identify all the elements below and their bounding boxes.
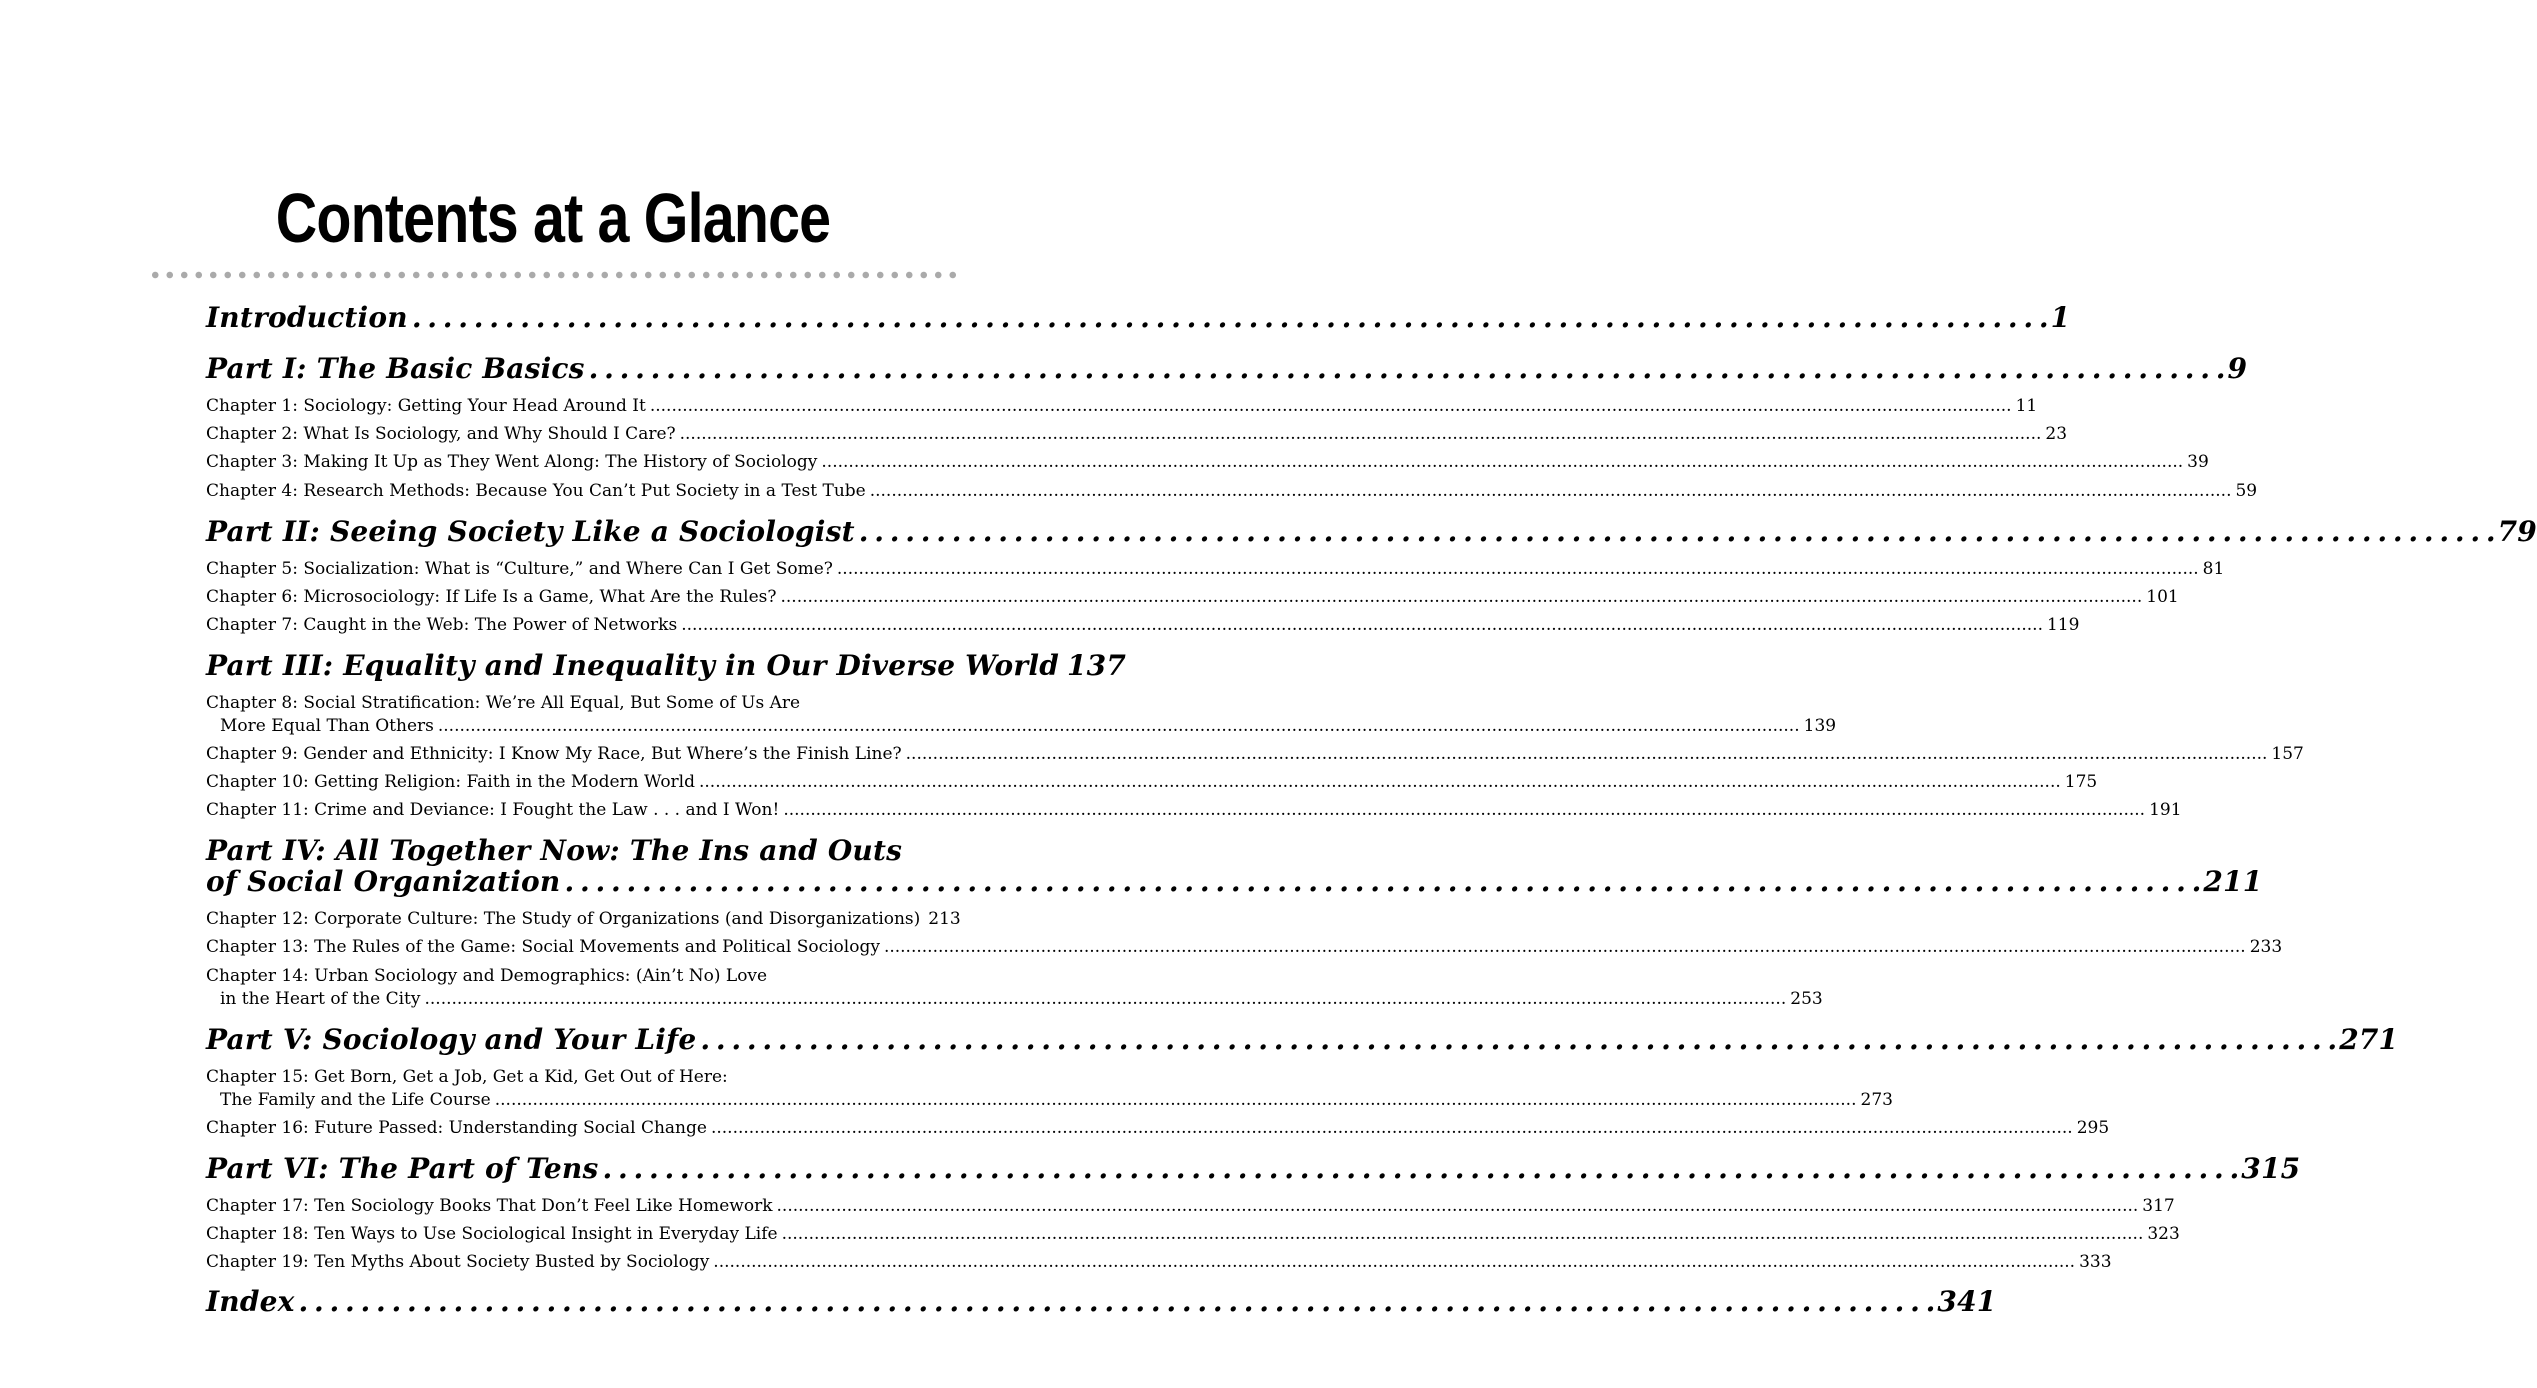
page-number: 191: [2149, 800, 2182, 820]
entry-label: Part III: Equality and Inequality in Our Diverse World: [206, 649, 1059, 682]
entry-label: Chapter 9: Gender and Ethnicity: I Know My Race, But Where’s the Finish Line?: [206, 744, 902, 764]
dot-leader: [821, 451, 2183, 473]
entry-label: Index: [206, 1285, 295, 1318]
dotted-divider: [148, 271, 960, 279]
entry-label: Chapter 10: Getting Religion: Faith in the Modern World: [206, 772, 695, 792]
part-title-line: Part IV: All Together Now: The Ins and Outs: [206, 834, 903, 867]
page-number: 139: [1803, 716, 1837, 736]
entry-label: Chapter 11: Crime and Deviance: I Fought the Law . . . and I Won!: [206, 800, 780, 820]
part-entry[interactable]: [206, 301, 2071, 334]
page-number: 1: [2050, 301, 2071, 334]
entry-label: Chapter 17: Ten Sociology Books That Don’t Feel Like Homework: [206, 1196, 773, 1216]
chapter-entry[interactable]: [206, 1117, 2110, 1139]
chapter-entry[interactable]: [206, 423, 2068, 445]
dot-leader: [782, 1223, 2144, 1245]
dot-leader: [870, 480, 2232, 502]
dot-leader: [602, 1153, 2237, 1185]
entry-label: Chapter 12: Corporate Culture: The Study of Organizations (and Disorganizations): [206, 909, 921, 929]
chapter-title-line: Chapter 14: Urban Sociology and Demographics: (Ain’t No) Love: [206, 966, 768, 986]
chapter-entry[interactable]: [206, 586, 2179, 608]
entry-label: Chapter 19: Ten Myths About Society Busted by Sociology: [206, 1252, 710, 1272]
dot-leader: [711, 1117, 2073, 1139]
chapter-entry[interactable]: [206, 395, 2038, 417]
chapter-entry[interactable]: [206, 1195, 2175, 1217]
chapter-entry[interactable]: [206, 614, 2080, 636]
page-number: 295: [2076, 1118, 2110, 1138]
page-number: 213: [928, 909, 961, 929]
entry-label: Part VI: The Part of Tens: [206, 1152, 599, 1185]
page-number: 119: [2046, 615, 2080, 635]
page-number: 333: [2079, 1252, 2112, 1272]
chapter-entry[interactable]: [206, 1089, 1893, 1111]
page-number: 157: [2271, 744, 2304, 764]
chapter-entry[interactable]: [206, 480, 2258, 502]
page-number: 11: [2015, 396, 2038, 416]
page-number: 23: [2045, 424, 2068, 444]
dot-leader: [438, 715, 1800, 737]
chapter-entry[interactable]: [206, 715, 1837, 737]
chapter-entry[interactable]: [206, 1251, 2112, 1273]
page-number: 137: [1066, 649, 1127, 682]
chapter-entry[interactable]: [206, 451, 2209, 473]
dot-leader: [783, 799, 2145, 821]
part-entry[interactable]: [206, 649, 1127, 682]
page-number: 233: [2249, 937, 2283, 957]
entry-label: Chapter 1: Sociology: Getting Your Head Around It: [206, 396, 646, 416]
dot-leader: [564, 866, 2199, 898]
chapter-entry[interactable]: [206, 1223, 2180, 1245]
dot-leader: [424, 988, 1786, 1010]
entry-label: Chapter 13: The Rules of the Game: Social Movements and Political Sociology: [206, 937, 880, 957]
page-number: 175: [2064, 772, 2098, 792]
entry-label: Chapter 16: Future Passed: Understanding Social Change: [206, 1118, 707, 1138]
dot-leader: [906, 743, 2268, 765]
page-number: 317: [2142, 1196, 2175, 1216]
page-number: 9: [2227, 352, 2248, 385]
dot-leader: [650, 395, 2012, 417]
dot-leader: [412, 302, 2047, 334]
page-number: 323: [2147, 1224, 2180, 1244]
chapter-entry[interactable]: [206, 936, 2283, 958]
page-number: 81: [2202, 559, 2225, 579]
part-entry[interactable]: [206, 1152, 2301, 1185]
dot-leader: [884, 936, 2246, 958]
chapter-title-line: Chapter 15: Get Born, Get a Job, Get a Kid, Get Out of Here:: [206, 1067, 728, 1087]
entry-label: Part II: Seeing Society Like a Sociologist: [206, 515, 855, 548]
dot-leader: [699, 771, 2061, 793]
entry-label: Chapter 4: Research Methods: Because You Can’t Put Society in a Test Tube: [206, 481, 866, 501]
entry-label: Chapter 2: What Is Sociology, and Why Should I Care?: [206, 424, 676, 444]
entry-label: Part I: The Basic Basics: [206, 352, 585, 385]
entry-label: The Family and the Life Course: [220, 1090, 491, 1110]
chapter-entry[interactable]: [206, 988, 1823, 1010]
dot-leader: [495, 1089, 1857, 1111]
chapter-entry[interactable]: [206, 799, 2182, 821]
entry-label: Introduction: [206, 301, 408, 334]
chapter-entry[interactable]: [206, 771, 2098, 793]
page-number: 273: [1860, 1090, 1893, 1110]
dot-leader: [299, 1286, 1934, 1318]
entry-label: Chapter 7: Caught in the Web: The Power of Networks: [206, 615, 678, 635]
dot-leader: [859, 516, 2494, 548]
part-entry[interactable]: [206, 515, 2537, 548]
dot-leader: [589, 353, 2224, 385]
dot-leader: [681, 614, 2043, 636]
entry-label: Part V: Sociology and Your Life: [206, 1023, 697, 1056]
page-number: 101: [2146, 587, 2179, 607]
part-entry[interactable]: [206, 1285, 1997, 1318]
dot-leader: [780, 586, 2142, 608]
part-entry[interactable]: [206, 865, 2263, 898]
dot-leader: [680, 423, 2042, 445]
entry-label: Chapter 5: Socialization: What is “Culture,” and Where Can I Get Some?: [206, 559, 833, 579]
entry-label: Chapter 6: Microsociology: If Life Is a Game, What Are the Rules?: [206, 587, 777, 607]
page-number: 59: [2235, 481, 2258, 501]
page-number: 341: [1937, 1285, 1997, 1318]
entry-label: in the Heart of the City: [220, 989, 421, 1009]
page-number: 253: [1790, 989, 1823, 1009]
chapter-entry[interactable]: [206, 908, 961, 930]
page-number: 211: [2203, 865, 2263, 898]
chapter-entry[interactable]: [206, 743, 2304, 765]
part-entry[interactable]: [206, 1023, 2399, 1056]
page-number: 315: [2241, 1152, 2301, 1185]
entry-label: Chapter 3: Making It Up as They Went Along: The History of Sociology: [206, 452, 818, 472]
entry-label: More Equal Than Others: [220, 716, 434, 736]
page-title: Contents at a Glance: [275, 179, 831, 257]
chapter-title-line: Chapter 8: Social Stratification: We’re All Equal, But Some of Us Are: [206, 693, 801, 713]
page-number: 79: [2497, 515, 2537, 548]
dot-leader: [713, 1251, 2075, 1273]
part-entry[interactable]: [206, 352, 2248, 385]
chapter-entry[interactable]: [206, 558, 2225, 580]
entry-label: of Social Organization: [206, 865, 561, 898]
dot-leader: [837, 558, 2199, 580]
dot-leader: [777, 1195, 2139, 1217]
page-number: 39: [2187, 452, 2209, 472]
entry-label: Chapter 18: Ten Ways to Use Sociological Insight in Everyday Life: [206, 1224, 778, 1244]
page-number: 271: [2339, 1023, 2399, 1056]
dot-leader: [700, 1024, 2335, 1056]
